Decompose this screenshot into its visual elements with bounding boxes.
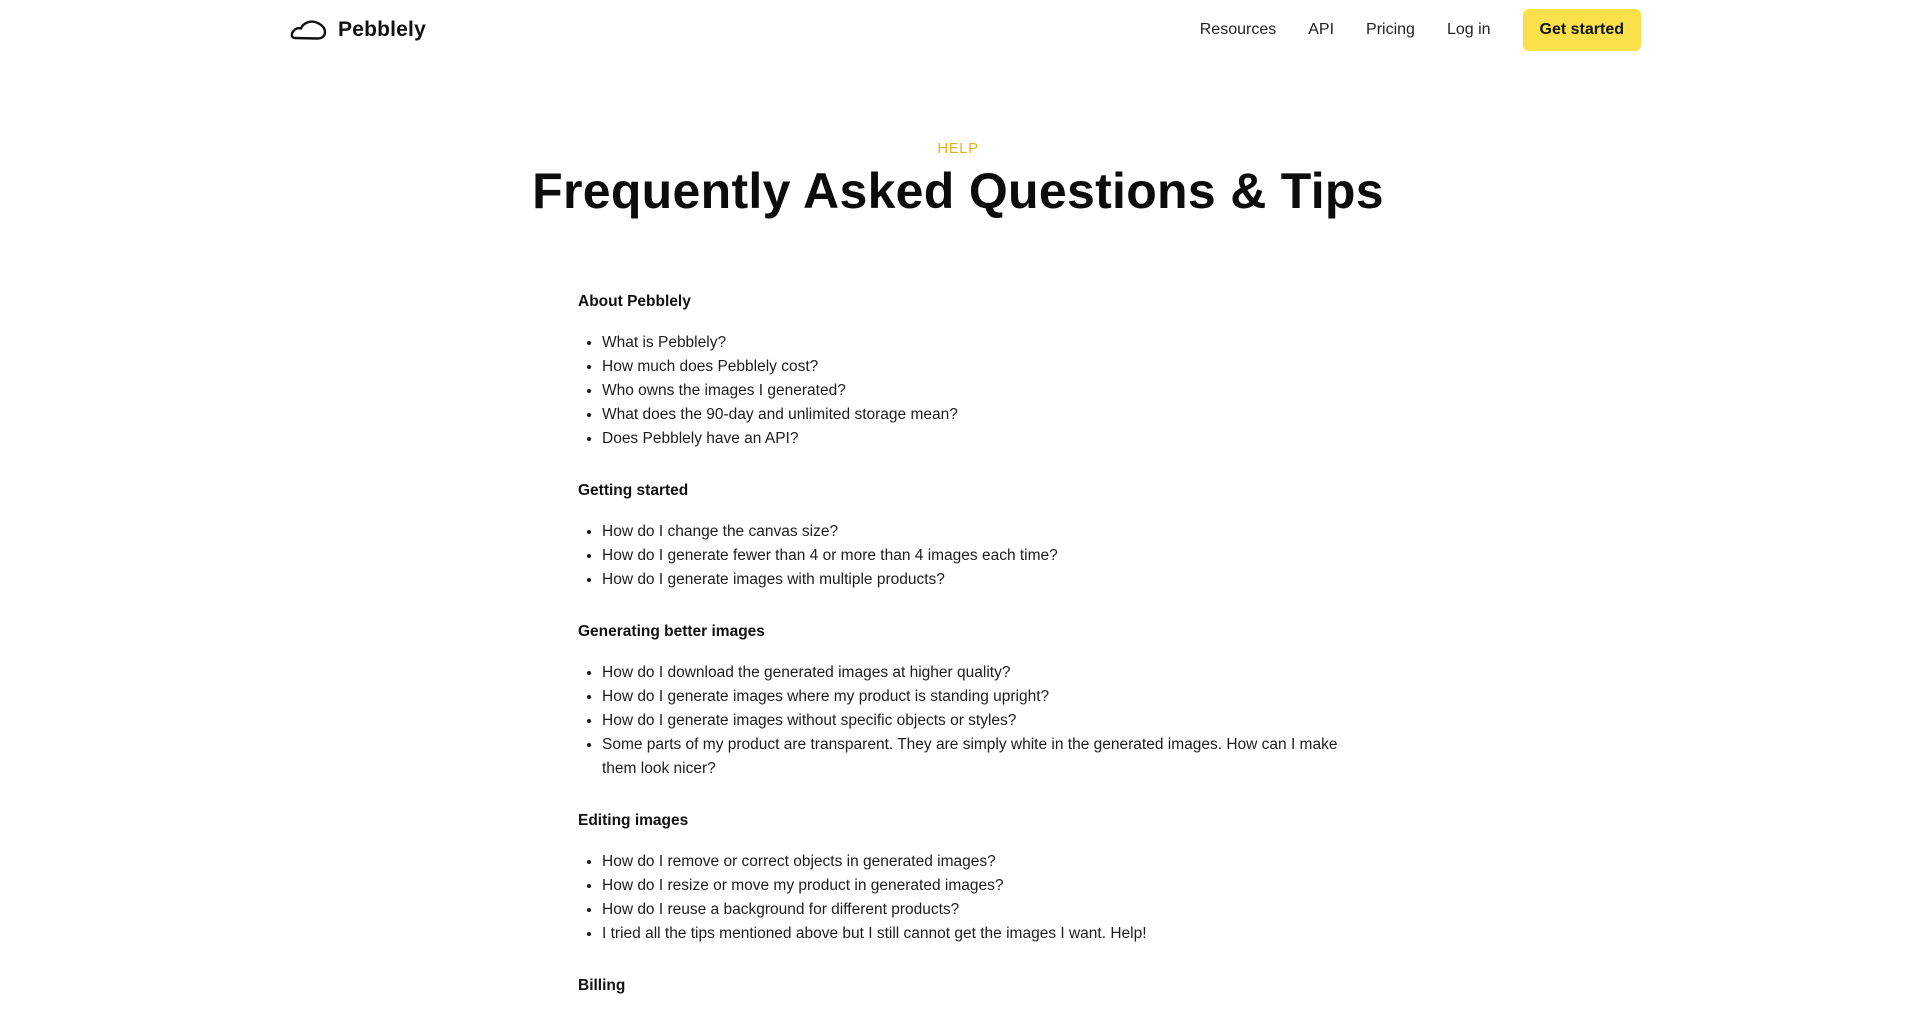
faq-content [578, 287, 1338, 1025]
faq-link[interactable]: • How do I generate images without specific objects or styles? [602, 709, 1338, 733]
section-heading: Getting started [578, 482, 689, 499]
faq-link[interactable]: • How do I change the canvas size? [602, 520, 1338, 544]
section-heading: Editing images [578, 812, 689, 829]
brand-name: Pebblely [338, 18, 426, 41]
section-heading: Billing [578, 977, 626, 994]
faq-link[interactable]: • How do I generate images with multiple products? [602, 568, 1338, 592]
logo-link[interactable] [290, 14, 426, 46]
faq-list [578, 520, 1338, 592]
faq-section-getting-started [578, 476, 1338, 592]
faq-link[interactable]: • How much does Pebblely cost? [602, 355, 1338, 379]
faq-link[interactable]: • How do I remove or correct objects in generated images? [602, 850, 1338, 874]
eyebrow-label: HELP [937, 140, 979, 157]
faq-list [578, 850, 1338, 946]
faq-link[interactable]: • Does Pebblely have an API? [602, 427, 1338, 451]
nav-resources[interactable]: Resources [1199, 21, 1277, 38]
faq-link[interactable]: • How do I generate images where my product is standing upright? [602, 685, 1338, 709]
faq-link[interactable]: • Some parts of my product are transparent. They are simply white in the generated images. How can I make them look nicer? [602, 733, 1338, 781]
faq-link[interactable]: • How do I download the generated images at higher quality? [602, 661, 1338, 685]
faq-section-editing [578, 806, 1338, 946]
page-title: Frequently Asked Questions & Tips [532, 163, 1384, 219]
faq-list [578, 661, 1338, 781]
faq-link[interactable]: • I tried all the tips mentioned above but I still cannot get the images I want. Help! [602, 922, 1338, 946]
top-nav [1200, 9, 1641, 51]
faq-link[interactable]: • What does the 90-day and unlimited storage mean? [602, 403, 1338, 427]
faq-link[interactable]: • How do I generate fewer than 4 or more than 4 images each time? [602, 544, 1338, 568]
faq-link[interactable]: • Who owns the images I generated? [602, 379, 1338, 403]
faq-list [578, 331, 1338, 451]
section-heading: About Pebblely [578, 293, 691, 310]
nav-login[interactable]: Log in [1446, 21, 1491, 38]
site-header [0, 0, 1916, 60]
nav-api[interactable]: API [1308, 21, 1335, 38]
faq-section-better-images [578, 617, 1338, 781]
section-heading: Generating better images [578, 623, 765, 640]
pebble-icon [290, 18, 327, 42]
get-started-button[interactable]: Get started [1523, 9, 1641, 51]
faq-link[interactable]: • How do I reuse a background for different products? [602, 898, 1338, 922]
faq-section-about [578, 287, 1338, 451]
faq-section-billing [578, 971, 1338, 1001]
faq-link[interactable]: • What is Pebblely? [602, 331, 1338, 355]
nav-pricing[interactable]: Pricing [1366, 21, 1415, 38]
faq-link[interactable]: • How do I resize or move my product in generated images? [602, 874, 1338, 898]
